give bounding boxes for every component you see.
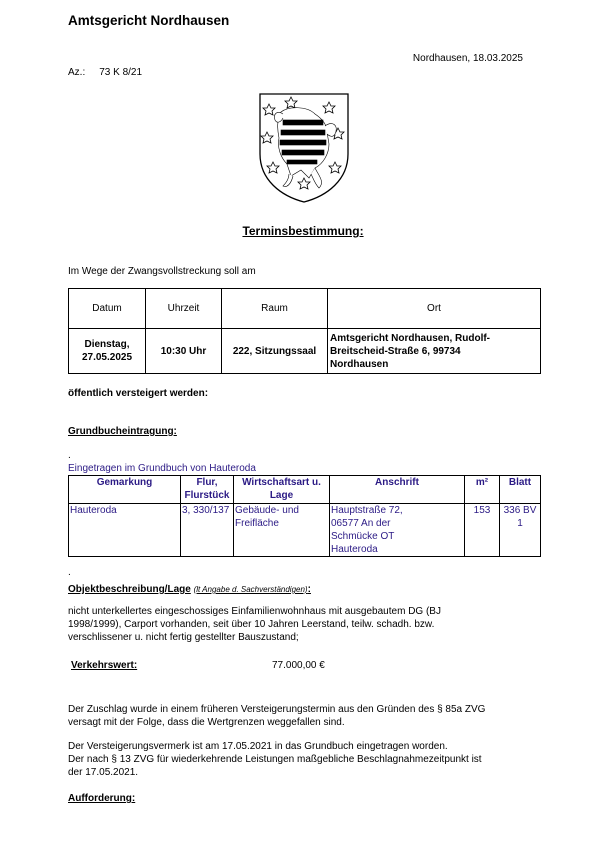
- grundbuch-table: [68, 475, 541, 557]
- header-datum: Datum: [69, 289, 146, 329]
- vermerk-line2: Der nach § 13 ZVG für wiederkehrende Leistungen maßgebliche Beschlagnahmezeitpunkt ist: [68, 754, 482, 765]
- grundbuch-dot-before: .: [68, 450, 71, 461]
- col-m2: m²: [465, 476, 500, 504]
- col-anschrift: Anschrift: [330, 476, 465, 504]
- cell-blatt: [500, 504, 541, 557]
- cell-ans-line3: Schmücke OT: [331, 531, 395, 542]
- termin-weekday: Dienstag,: [84, 339, 130, 350]
- header-uhrzeit: Uhrzeit: [146, 289, 222, 329]
- cell-wirt-line1: Gebäude- und: [235, 505, 299, 516]
- cell-flur: 3, 330/137: [181, 504, 234, 557]
- header-ort: Ort: [328, 289, 541, 329]
- cell-ans-line1: Hauptstraße 72,: [331, 505, 403, 516]
- objekt-line1: nicht unterkellertes eingeschossiges Einfamilienwohnhaus mit ausgebautem DG (BJ: [68, 606, 441, 617]
- termin-date: [69, 329, 146, 374]
- case-number-value: 73 K 8/21: [99, 67, 143, 78]
- vermerk-paragraph: [68, 740, 538, 779]
- termin-place-line1: Amtsgericht Nordhausen, Rudolf-: [330, 332, 491, 344]
- cell-gemarkung: Hauteroda: [69, 504, 181, 557]
- verkehrswert-label: Verkehrswert:: [71, 660, 138, 671]
- objekt-note: (lt Angabe d. Sachverständigen): [193, 585, 308, 594]
- cell-wirt-line2: Freifläche: [235, 518, 279, 529]
- page-title: Terminsbestimmung:: [242, 224, 364, 238]
- objekt-heading: [68, 583, 311, 596]
- termin-header-row: [69, 289, 541, 329]
- header-raum: Raum: [222, 289, 328, 329]
- zuschlag-line1: Der Zuschlag wurde in einem früheren Versteigerungstermin aus den Gründen des § 85a ZVG: [68, 704, 486, 715]
- verkehrswert-value: 77.000,00 €: [272, 660, 325, 671]
- vermerk-line1: Der Versteigerungsvermerk ist am 17.05.2021 in das Grundbuch eingetragen worden.: [68, 741, 448, 752]
- aufforderung-heading: Aufforderung:: [68, 793, 136, 804]
- termin-room: 222, Sitzungssaal: [222, 329, 328, 374]
- objekt-description: [68, 605, 508, 644]
- cell-ans-line2: 06577 An der: [331, 518, 391, 529]
- col-wirt-line1: Wirtschaftsart u.: [242, 477, 321, 488]
- col-gemarkung: Gemarkung: [69, 476, 181, 504]
- termin-place-line3: Nordhausen: [330, 358, 389, 370]
- cell-m2: 153: [465, 504, 500, 557]
- grundbuch-dot-after: .: [68, 567, 71, 578]
- vermerk-line3: der 17.05.2021.: [68, 767, 139, 778]
- col-wirtschaftsart: [234, 476, 330, 504]
- cell-ans-line4: Hauteroda: [331, 544, 378, 555]
- termin-table: [68, 288, 541, 374]
- termin-date-value: 27.05.2025: [81, 352, 133, 363]
- termin-place-line2: Breitscheid-Straße 6, 99734: [330, 345, 461, 357]
- termin-data-row: [69, 329, 541, 374]
- col-blatt: Blatt: [500, 476, 541, 504]
- grundbuch-intro: Eingetragen im Grundbuch von Hauteroda: [68, 463, 256, 474]
- case-number-label: Az.:: [68, 67, 86, 78]
- cell-wirtschaftsart: [234, 504, 330, 557]
- place-date: Nordhausen, 18.03.2025: [412, 53, 523, 64]
- cell-anschrift: [330, 504, 465, 557]
- col-flur-line2: Flurstück: [184, 490, 230, 501]
- col-flur-line1: Flur,: [196, 477, 218, 488]
- sold-statement: öffentlich versteigert werden:: [68, 388, 209, 399]
- col-flur: [181, 476, 234, 504]
- case-number: [68, 66, 142, 79]
- court-name: Amtsgericht Nordhausen: [68, 13, 230, 28]
- cell-blatt-line1: 336 BV: [503, 505, 537, 516]
- zuschlag-line2: versagt mit der Folge, dass die Wertgrenzen weggefallen sind.: [68, 717, 345, 728]
- thuringia-coat-of-arms-icon: [257, 92, 351, 204]
- termin-time: 10:30 Uhr: [146, 329, 222, 374]
- grundbuch-header-row: [69, 476, 541, 504]
- objekt-line2: 1998/1999), Carport vorhanden, seit über 10 Jahren Leerstand, teilw. schadh. bzw.: [68, 619, 435, 630]
- intro-text: Im Wege der Zwangsvollstreckung soll am: [68, 266, 256, 277]
- objekt-line3: verschlissener u. nicht fertig gestellter Bauszustand;: [68, 632, 299, 643]
- col-wirt-line2: Lage: [269, 490, 294, 501]
- grundbuch-heading: Grundbucheintragung:: [68, 426, 177, 437]
- zuschlag-paragraph: [68, 703, 538, 729]
- objekt-colon: :: [307, 584, 311, 595]
- grundbuch-data-row: [69, 504, 541, 557]
- termin-place: [328, 329, 541, 374]
- cell-blatt-line2: 1: [517, 518, 523, 529]
- objekt-label: Objektbeschreibung/Lage: [68, 584, 191, 595]
